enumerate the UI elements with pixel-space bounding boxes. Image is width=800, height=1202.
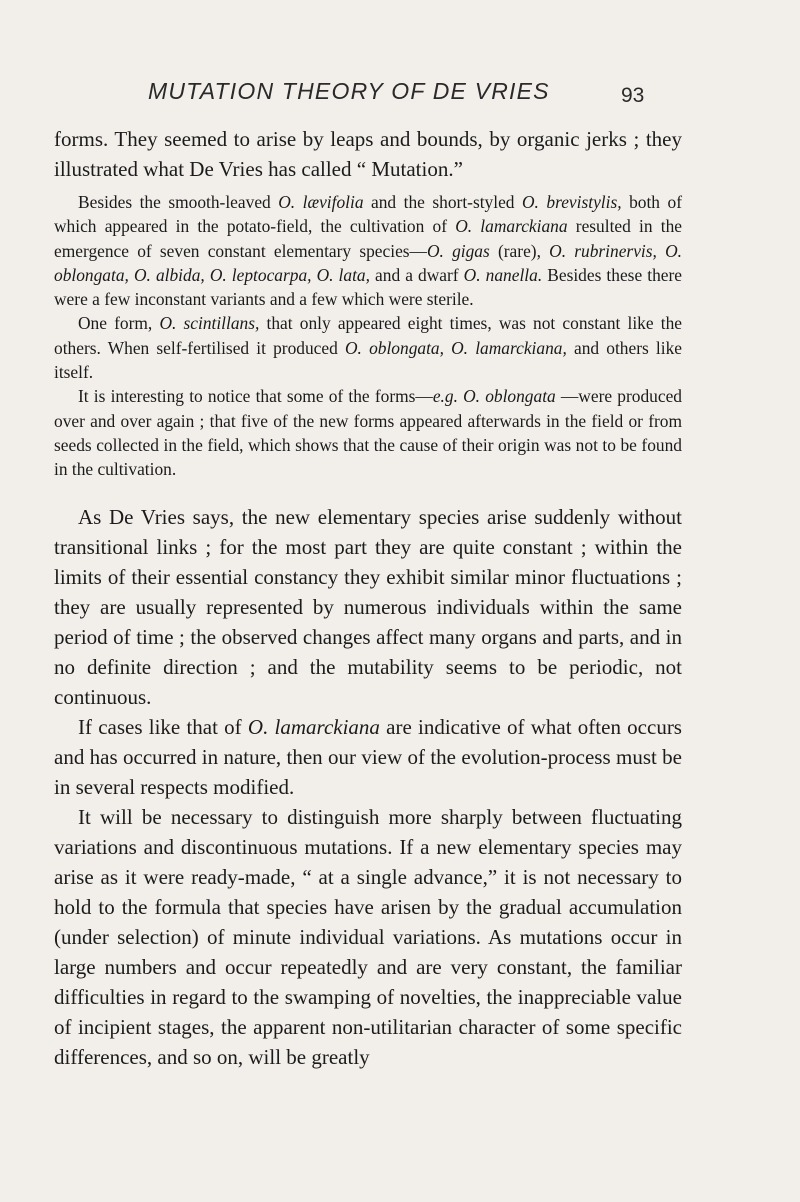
text-span: both of which appeared in the potato-field, the cultivation of bbox=[54, 192, 682, 237]
body-text bbox=[54, 124, 682, 1072]
running-title: MUTATION THEORY OF DE VRIES bbox=[148, 78, 550, 104]
text-span: and a dwarf bbox=[369, 264, 464, 285]
species-name: O. scintillans, bbox=[159, 313, 260, 334]
paragraph-repeated-forms bbox=[54, 384, 682, 481]
running-head bbox=[0, 78, 800, 114]
text-span: are indicative of what often occurs and has occurred in nature, then our view of the evolution-process must be in several respects modified. bbox=[54, 714, 682, 799]
species-name: O. lamarckiana bbox=[455, 216, 568, 237]
species-name: O. lævifolia bbox=[278, 192, 364, 212]
paragraph-lamarckiana-cases bbox=[54, 712, 682, 802]
text-span: One form, bbox=[78, 313, 160, 334]
text-span: —were produced over and over again ; that five of the new forms appeared afterwards in the field or from seeds collected in the field, which shows that the cause of their origin was not to be found in the cultivation. bbox=[54, 386, 682, 480]
page-number: 93 bbox=[621, 84, 645, 107]
species-name: O. oblongata, O. lamarckiana, bbox=[345, 337, 567, 358]
text-span: and others like itself. bbox=[54, 337, 683, 383]
text-span: It is interesting to notice that some of the forms— bbox=[78, 386, 433, 407]
paragraph-de-vries-says: As De Vries says, the new elementary species arise suddenly without transitional links ; for the most part they are quite constant ; within the limits of their essential constancy they exhibit similar minor fluctuations ; they are usually represented by numerous individuals within the same period of time ; the observed changes affect many organs and parts, and in no definite direction ; and the mutability seems to be periodic, not continuous. bbox=[54, 504, 682, 709]
species-name: O. lamarckiana bbox=[247, 714, 380, 739]
text-span: If cases like that of bbox=[78, 714, 248, 739]
paragraph-scintillans bbox=[54, 311, 682, 384]
species-name: O. brevistylis, bbox=[521, 192, 622, 212]
text-span: resulted in the emergence of seven constant elementary species— bbox=[54, 216, 682, 261]
paragraph-mutant-species bbox=[54, 190, 682, 311]
species-name: O. nanella. bbox=[463, 264, 543, 285]
species-name: O. gigas bbox=[426, 240, 490, 261]
paragraph-distinguish-variations: It will be necessary to distinguish more sharply between fluctuating variations and discontinuous mutations. If a new elementary species may arise as it were ready-made, “ at a single advance,” it is not necessary to hold to the formula that species have arisen by the gradual accumulation (under selection) of minute individual variations. As mutations occur in large numbers and occur repeatedly and are very constant, the familiar difficulties in regard to the swamping of novelties, the inappreciable value of incipient stages, the apparent non-utilitarian character of some specific differences, and so on, will be greatly bbox=[54, 804, 682, 1069]
text-span: Besides these there were a few inconstant variants and a few which were sterile. bbox=[54, 264, 682, 310]
text-span: that only appeared eight times, was not constant like the others. When self-fertilised it produced bbox=[54, 313, 682, 358]
paragraph-continuation: forms. They seemed to arise by leaps and bounds, by organic jerks ; they illustrated what De Vries has called “ Mutation.” bbox=[54, 127, 682, 181]
text-span: Besides the smooth-leaved bbox=[78, 192, 279, 212]
text-span: and the short-styled bbox=[363, 192, 522, 212]
species-name: e.g. O. oblongata bbox=[432, 386, 556, 407]
species-name: O. rubrinervis, O. oblongata, O. albida, O. leptocarpa, O. lata, bbox=[54, 240, 682, 285]
text-span: (rare), bbox=[489, 240, 550, 261]
